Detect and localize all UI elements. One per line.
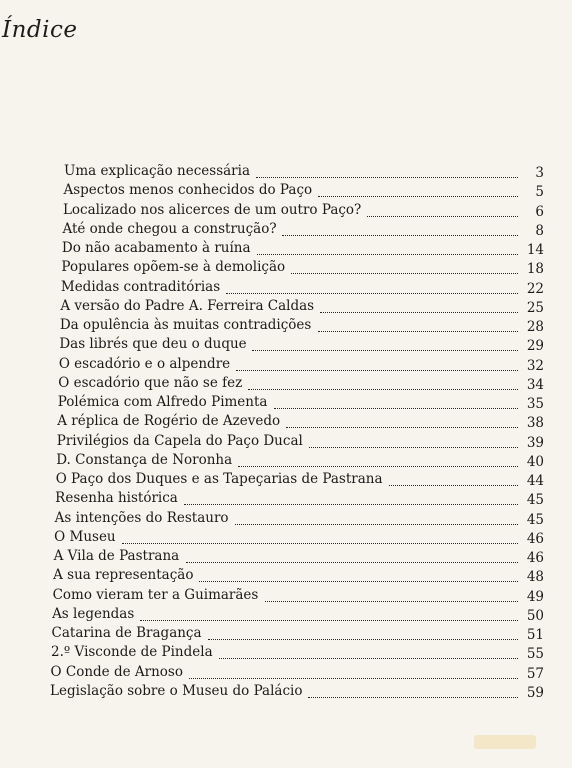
toc-entry-title: Catarina de Bragança: [51, 625, 202, 641]
toc-entry: [0, 585, 572, 605]
toc-entry: [0, 180, 572, 200]
toc-entry-title: Das librés que deu o duque: [59, 336, 247, 353]
dot-leader: [274, 396, 518, 409]
toc-entry-page: 35: [526, 396, 544, 412]
toc-entry: [0, 354, 572, 374]
toc-entry: [0, 200, 572, 220]
dot-leader: [226, 281, 518, 294]
toc-entry-title: As intenções do Restauro: [54, 509, 229, 526]
toc-entry: [0, 334, 572, 354]
toc-entry: [0, 392, 572, 412]
toc-entry-page: 8: [535, 222, 544, 239]
toc-entry-page: 57: [526, 665, 544, 682]
toc-entry-page: 29: [526, 338, 544, 355]
toc-entry: [0, 623, 572, 643]
toc-entry-page: 49: [526, 588, 544, 605]
toc-entry-page: 48: [526, 569, 544, 586]
dot-leader: [318, 184, 518, 197]
dot-leader: [256, 165, 518, 178]
toc-entry-title: As legendas: [52, 605, 135, 622]
dot-leader: [199, 569, 518, 582]
toc-entry-title: Privilégios da Capela do Paço Ducal: [56, 432, 303, 449]
dot-leader: [248, 377, 518, 390]
toc-entry: [0, 373, 572, 393]
toc-entry-title: Resenha histórica: [55, 490, 178, 507]
toc-entry-title: Do não acabamento à ruína: [61, 240, 251, 256]
toc-entry: [0, 277, 572, 297]
toc-entry-page: 39: [526, 434, 544, 451]
dot-leader: [184, 492, 518, 505]
toc-entry: [0, 411, 572, 431]
dot-leader: [318, 319, 518, 332]
toc-entry-title: O Paço dos Duques e as Tapeçarias de Pastrana: [55, 471, 383, 487]
dot-leader: [389, 473, 518, 486]
dot-leader: [189, 666, 518, 679]
dot-leader: [308, 685, 518, 698]
toc-entry: [0, 431, 572, 451]
toc-entry-page: 28: [526, 319, 544, 335]
toc-entry-title: Medidas contraditórias: [60, 278, 221, 295]
toc-entry-title: Aspectos menos conhecidos do Paço: [63, 182, 313, 199]
dot-leader: [309, 435, 518, 448]
dot-leader: [235, 512, 518, 525]
dot-leader: [282, 223, 518, 236]
toc-entry-title: Da opulência às muitas contradições: [59, 317, 312, 333]
toc-entry-page: 46: [526, 550, 544, 566]
toc-entry-title: Como vieram ter a Guimarães: [52, 586, 259, 603]
dot-leader: [265, 589, 518, 602]
toc-entry-title: Até onde chegou a construção?: [62, 220, 277, 237]
watermark-stamp: [474, 735, 536, 749]
toc-entry: [0, 450, 572, 470]
toc-entry-title: Polémica com Alfredo Pimenta: [57, 394, 268, 410]
toc-entry-title: A Vila de Pastrana: [53, 548, 180, 564]
toc-entry: [0, 642, 572, 662]
toc-entry-title: O escadório e o alpendre: [58, 355, 231, 372]
toc-entry-page: 40: [526, 453, 544, 470]
toc-entry-page: 34: [526, 376, 544, 393]
toc-entry-title: O Conde de Arnoso: [50, 663, 183, 680]
toc-entry: [0, 161, 572, 181]
toc-entry-title: Populares opõem-se à demolição: [61, 259, 286, 276]
toc-entry: [0, 604, 572, 624]
toc-entry-page: 3: [535, 165, 544, 181]
toc-entry-page: 46: [526, 530, 544, 547]
toc-entry-page: 25: [526, 299, 544, 316]
toc-entry-page: 59: [526, 684, 544, 701]
dot-leader: [286, 415, 518, 428]
toc-entry-page: 45: [526, 511, 544, 528]
toc-entry-title: A versão do Padre A. Ferreira Caldas: [60, 297, 315, 314]
toc-entry: [0, 469, 572, 489]
toc-entry-title: Localizado nos alicerces de um outro Paço?: [62, 201, 362, 218]
dot-leader: [219, 646, 518, 659]
dot-leader: [208, 627, 518, 640]
toc-entry-page: 6: [535, 203, 544, 220]
toc-entry-title: Uma explicação necessária: [64, 163, 250, 179]
toc-entry-title: 2.º Visconde de Pindela: [51, 644, 213, 661]
dot-leader: [186, 550, 518, 563]
toc-entry-page: 5: [535, 184, 544, 201]
toc-entry-page: 51: [526, 627, 544, 643]
toc-entry-title: O Museu: [54, 528, 116, 545]
toc-entry-page: 18: [526, 261, 544, 278]
toc-entry-page: 14: [526, 242, 544, 258]
toc-entry: [0, 662, 572, 682]
toc-entry: [0, 238, 572, 258]
dot-leader: [140, 608, 518, 621]
dot-leader: [238, 454, 518, 467]
toc-entry: [0, 219, 572, 239]
dot-leader: [236, 358, 518, 371]
toc-entry-page: 22: [526, 280, 544, 297]
toc-entry: [0, 315, 572, 335]
toc-entry: [0, 296, 572, 316]
toc-entry: [0, 565, 572, 585]
page-title: Índice: [2, 17, 78, 44]
dot-leader: [320, 300, 518, 313]
toc-entry: [0, 527, 572, 547]
toc-entry: [0, 681, 572, 701]
dot-leader: [291, 261, 518, 274]
dot-leader: [122, 531, 518, 544]
toc-entry: [0, 257, 572, 277]
toc-entry-title: O escadório que não se fez: [58, 374, 243, 391]
toc-entry-page: 32: [526, 357, 544, 374]
toc-entry: [0, 508, 572, 528]
dot-leader: [367, 204, 518, 217]
toc-entry-page: 45: [526, 492, 544, 509]
toc-entry-title: A réplica de Rogério de Azevedo: [57, 413, 281, 430]
toc-entry-title: D. Constança de Noronha: [56, 451, 233, 468]
dot-leader: [257, 242, 518, 255]
toc-entry-page: 38: [526, 415, 544, 432]
toc-entry-page: 44: [526, 473, 544, 489]
toc-entry: [0, 546, 572, 566]
dot-leader: [252, 338, 518, 351]
toc-entry-page: 55: [526, 646, 544, 663]
toc-entry-title: A sua representação: [53, 567, 194, 584]
toc-entry-page: 50: [526, 607, 544, 624]
toc-entry-title: Legislação sobre o Museu do Palácio: [50, 682, 303, 699]
toc-entry: [0, 488, 572, 508]
